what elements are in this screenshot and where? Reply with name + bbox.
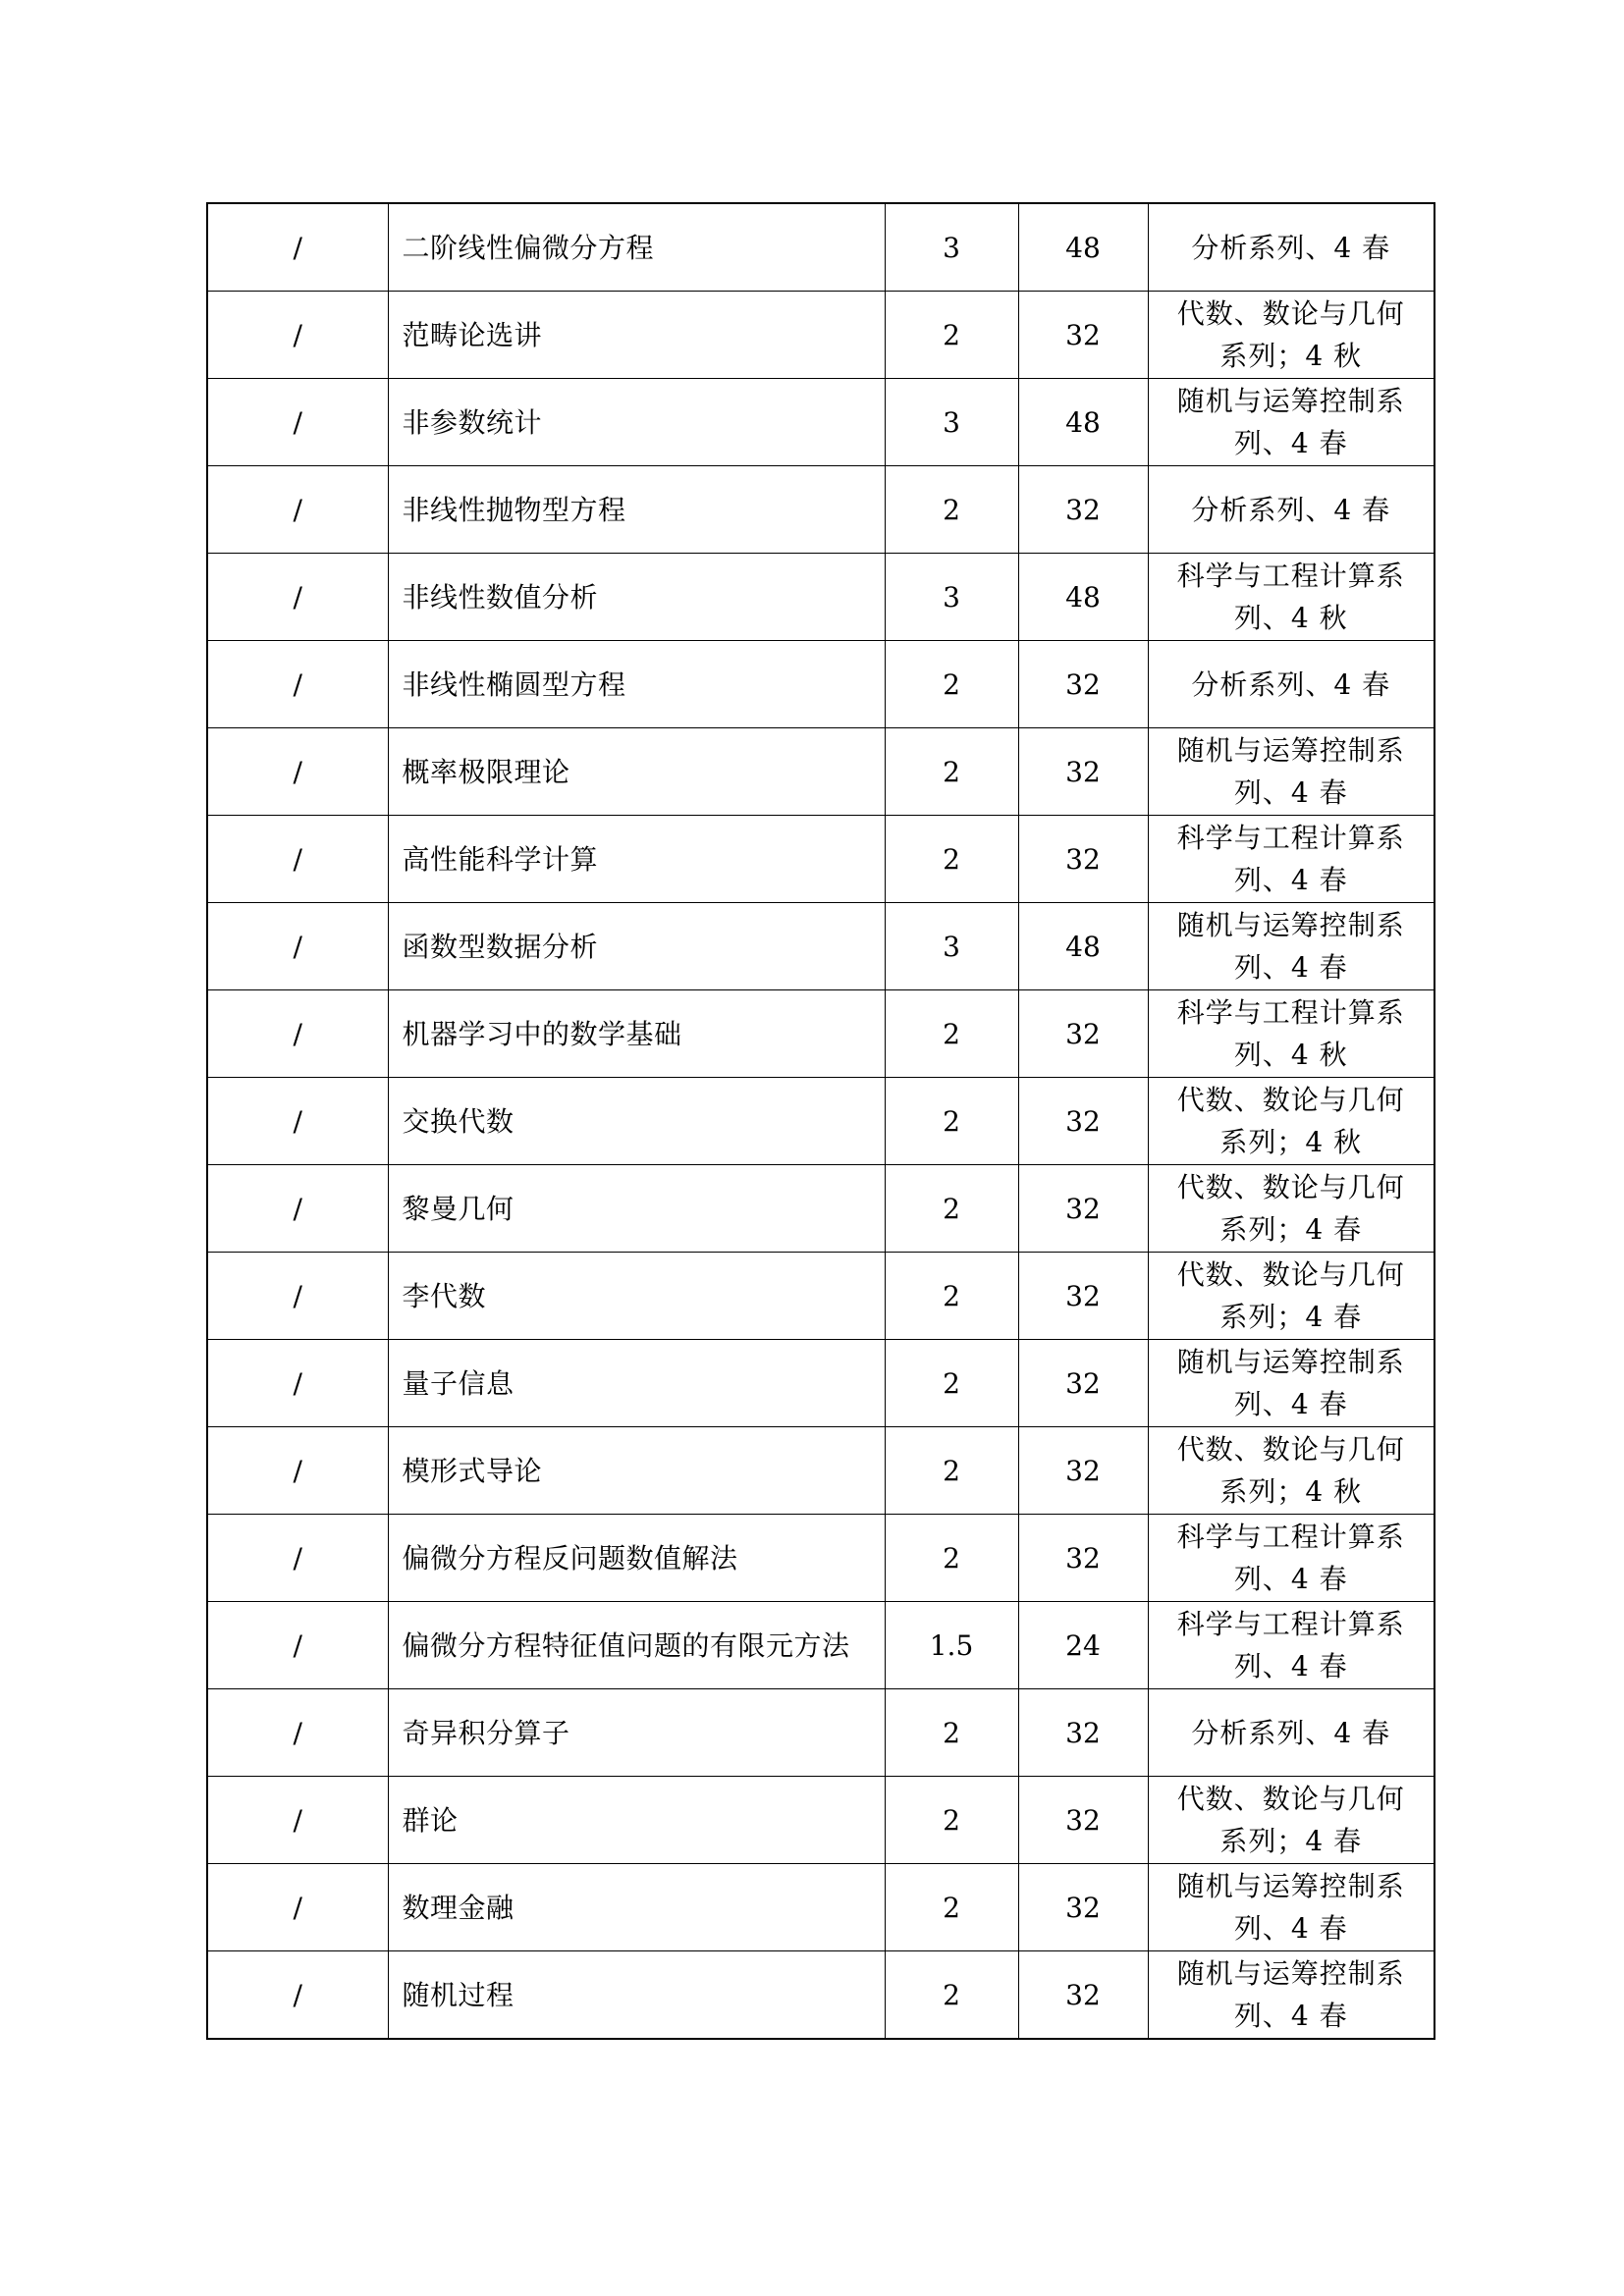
remark-cell: 随机与运筹控制系列、4 春 [1148, 728, 1435, 816]
course-code-cell: / [207, 1515, 388, 1602]
table-row [207, 379, 1435, 466]
credit-cell: 2 [885, 641, 1018, 728]
course-name-cell: 非线性抛物型方程 [388, 466, 885, 554]
remark-cell: 代数、数论与几何系列；4 春 [1148, 1165, 1435, 1253]
table-row [207, 466, 1435, 554]
remark-cell: 科学与工程计算系列、4 春 [1148, 1602, 1435, 1689]
course-name-cell: 数理金融 [388, 1864, 885, 1951]
hours-cell: 32 [1018, 990, 1148, 1078]
table-row [207, 203, 1435, 292]
table-row [207, 1253, 1435, 1340]
table-row [207, 292, 1435, 379]
table-row [207, 1165, 1435, 1253]
table-row [207, 554, 1435, 641]
course-code-cell: / [207, 903, 388, 990]
credit-cell: 2 [885, 466, 1018, 554]
course-name-cell: 偏微分方程反问题数值解法 [388, 1515, 885, 1602]
course-code-cell: / [207, 1253, 388, 1340]
course-code-cell: / [207, 1165, 388, 1253]
credit-cell: 2 [885, 1777, 1018, 1864]
hours-cell: 32 [1018, 466, 1148, 554]
remark-cell: 代数、数论与几何系列；4 秋 [1148, 1427, 1435, 1515]
remark-cell: 代数、数论与几何系列；4 秋 [1148, 1078, 1435, 1165]
remark-cell: 随机与运筹控制系列、4 春 [1148, 1864, 1435, 1951]
remark-cell: 科学与工程计算系列、4 春 [1148, 816, 1435, 903]
hours-cell: 32 [1018, 1951, 1148, 2040]
hours-cell: 48 [1018, 903, 1148, 990]
hours-cell: 48 [1018, 554, 1148, 641]
remark-cell: 随机与运筹控制系列、4 春 [1148, 1951, 1435, 2040]
course-code-cell: / [207, 1951, 388, 2040]
course-name-cell: 二阶线性偏微分方程 [388, 203, 885, 292]
credit-cell: 2 [885, 292, 1018, 379]
course-code-cell: / [207, 466, 388, 554]
table-row [207, 641, 1435, 728]
credit-cell: 1.5 [885, 1602, 1018, 1689]
course-code-cell: / [207, 990, 388, 1078]
credit-cell: 3 [885, 554, 1018, 641]
credit-cell: 2 [885, 990, 1018, 1078]
remark-cell: 分析系列、4 春 [1148, 466, 1435, 554]
hours-cell: 32 [1018, 1864, 1148, 1951]
course-name-cell: 机器学习中的数学基础 [388, 990, 885, 1078]
course-code-cell: / [207, 1340, 388, 1427]
table-row [207, 1602, 1435, 1689]
course-table-body [207, 203, 1435, 2039]
course-name-cell: 黎曼几何 [388, 1165, 885, 1253]
course-name-cell: 偏微分方程特征值问题的有限元方法 [388, 1602, 885, 1689]
remark-cell: 科学与工程计算系列、4 春 [1148, 1515, 1435, 1602]
course-name-cell: 非线性数值分析 [388, 554, 885, 641]
course-code-cell: / [207, 1777, 388, 1864]
credit-cell: 2 [885, 1951, 1018, 2040]
hours-cell: 32 [1018, 1253, 1148, 1340]
remark-cell: 分析系列、4 春 [1148, 203, 1435, 292]
course-code-cell: / [207, 1864, 388, 1951]
course-code-cell: / [207, 203, 388, 292]
table-row [207, 1689, 1435, 1777]
remark-cell: 分析系列、4 春 [1148, 641, 1435, 728]
remark-cell: 随机与运筹控制系列、4 春 [1148, 1340, 1435, 1427]
course-name-cell: 概率极限理论 [388, 728, 885, 816]
table-row [207, 1515, 1435, 1602]
hours-cell: 48 [1018, 203, 1148, 292]
course-code-cell: / [207, 1602, 388, 1689]
remark-cell: 分析系列、4 春 [1148, 1689, 1435, 1777]
hours-cell: 32 [1018, 292, 1148, 379]
remark-cell: 代数、数论与几何系列；4 春 [1148, 1253, 1435, 1340]
table-row [207, 1777, 1435, 1864]
table-row [207, 903, 1435, 990]
course-table [206, 202, 1435, 2040]
course-name-cell: 函数型数据分析 [388, 903, 885, 990]
course-name-cell: 交换代数 [388, 1078, 885, 1165]
table-row [207, 1951, 1435, 2040]
remark-cell: 代数、数论与几何系列；4 春 [1148, 1777, 1435, 1864]
credit-cell: 2 [885, 728, 1018, 816]
course-code-cell: / [207, 379, 388, 466]
hours-cell: 32 [1018, 1340, 1148, 1427]
course-code-cell: / [207, 1427, 388, 1515]
hours-cell: 32 [1018, 1427, 1148, 1515]
course-name-cell: 随机过程 [388, 1951, 885, 2040]
course-name-cell: 范畴论选讲 [388, 292, 885, 379]
credit-cell: 2 [885, 1078, 1018, 1165]
credit-cell: 2 [885, 816, 1018, 903]
course-code-cell: / [207, 728, 388, 816]
remark-cell: 科学与工程计算系列、4 秋 [1148, 554, 1435, 641]
course-name-cell: 非线性椭圆型方程 [388, 641, 885, 728]
course-name-cell: 奇异积分算子 [388, 1689, 885, 1777]
credit-cell: 2 [885, 1165, 1018, 1253]
credit-cell: 2 [885, 1340, 1018, 1427]
course-code-cell: / [207, 641, 388, 728]
credit-cell: 3 [885, 203, 1018, 292]
course-name-cell: 模形式导论 [388, 1427, 885, 1515]
hours-cell: 32 [1018, 1689, 1148, 1777]
course-code-cell: / [207, 1078, 388, 1165]
course-name-cell: 量子信息 [388, 1340, 885, 1427]
table-row [207, 1427, 1435, 1515]
hours-cell: 48 [1018, 379, 1148, 466]
table-row [207, 816, 1435, 903]
table-row [207, 1078, 1435, 1165]
credit-cell: 2 [885, 1427, 1018, 1515]
remark-cell: 代数、数论与几何系列；4 秋 [1148, 292, 1435, 379]
hours-cell: 32 [1018, 1078, 1148, 1165]
credit-cell: 3 [885, 903, 1018, 990]
remark-cell: 科学与工程计算系列、4 秋 [1148, 990, 1435, 1078]
credit-cell: 2 [885, 1689, 1018, 1777]
course-name-cell: 高性能科学计算 [388, 816, 885, 903]
hours-cell: 32 [1018, 641, 1148, 728]
course-name-cell: 李代数 [388, 1253, 885, 1340]
course-code-cell: / [207, 292, 388, 379]
hours-cell: 32 [1018, 728, 1148, 816]
hours-cell: 32 [1018, 816, 1148, 903]
remark-cell: 随机与运筹控制系列、4 春 [1148, 903, 1435, 990]
course-code-cell: / [207, 1689, 388, 1777]
remark-cell: 随机与运筹控制系列、4 春 [1148, 379, 1435, 466]
hours-cell: 32 [1018, 1165, 1148, 1253]
table-row [207, 990, 1435, 1078]
course-code-cell: / [207, 554, 388, 641]
credit-cell: 2 [885, 1253, 1018, 1340]
credit-cell: 2 [885, 1864, 1018, 1951]
hours-cell: 24 [1018, 1602, 1148, 1689]
course-name-cell: 非参数统计 [388, 379, 885, 466]
course-name-cell: 群论 [388, 1777, 885, 1864]
hours-cell: 32 [1018, 1515, 1148, 1602]
table-row [207, 1864, 1435, 1951]
table-row [207, 728, 1435, 816]
credit-cell: 2 [885, 1515, 1018, 1602]
hours-cell: 32 [1018, 1777, 1148, 1864]
course-code-cell: / [207, 816, 388, 903]
credit-cell: 3 [885, 379, 1018, 466]
table-row [207, 1340, 1435, 1427]
